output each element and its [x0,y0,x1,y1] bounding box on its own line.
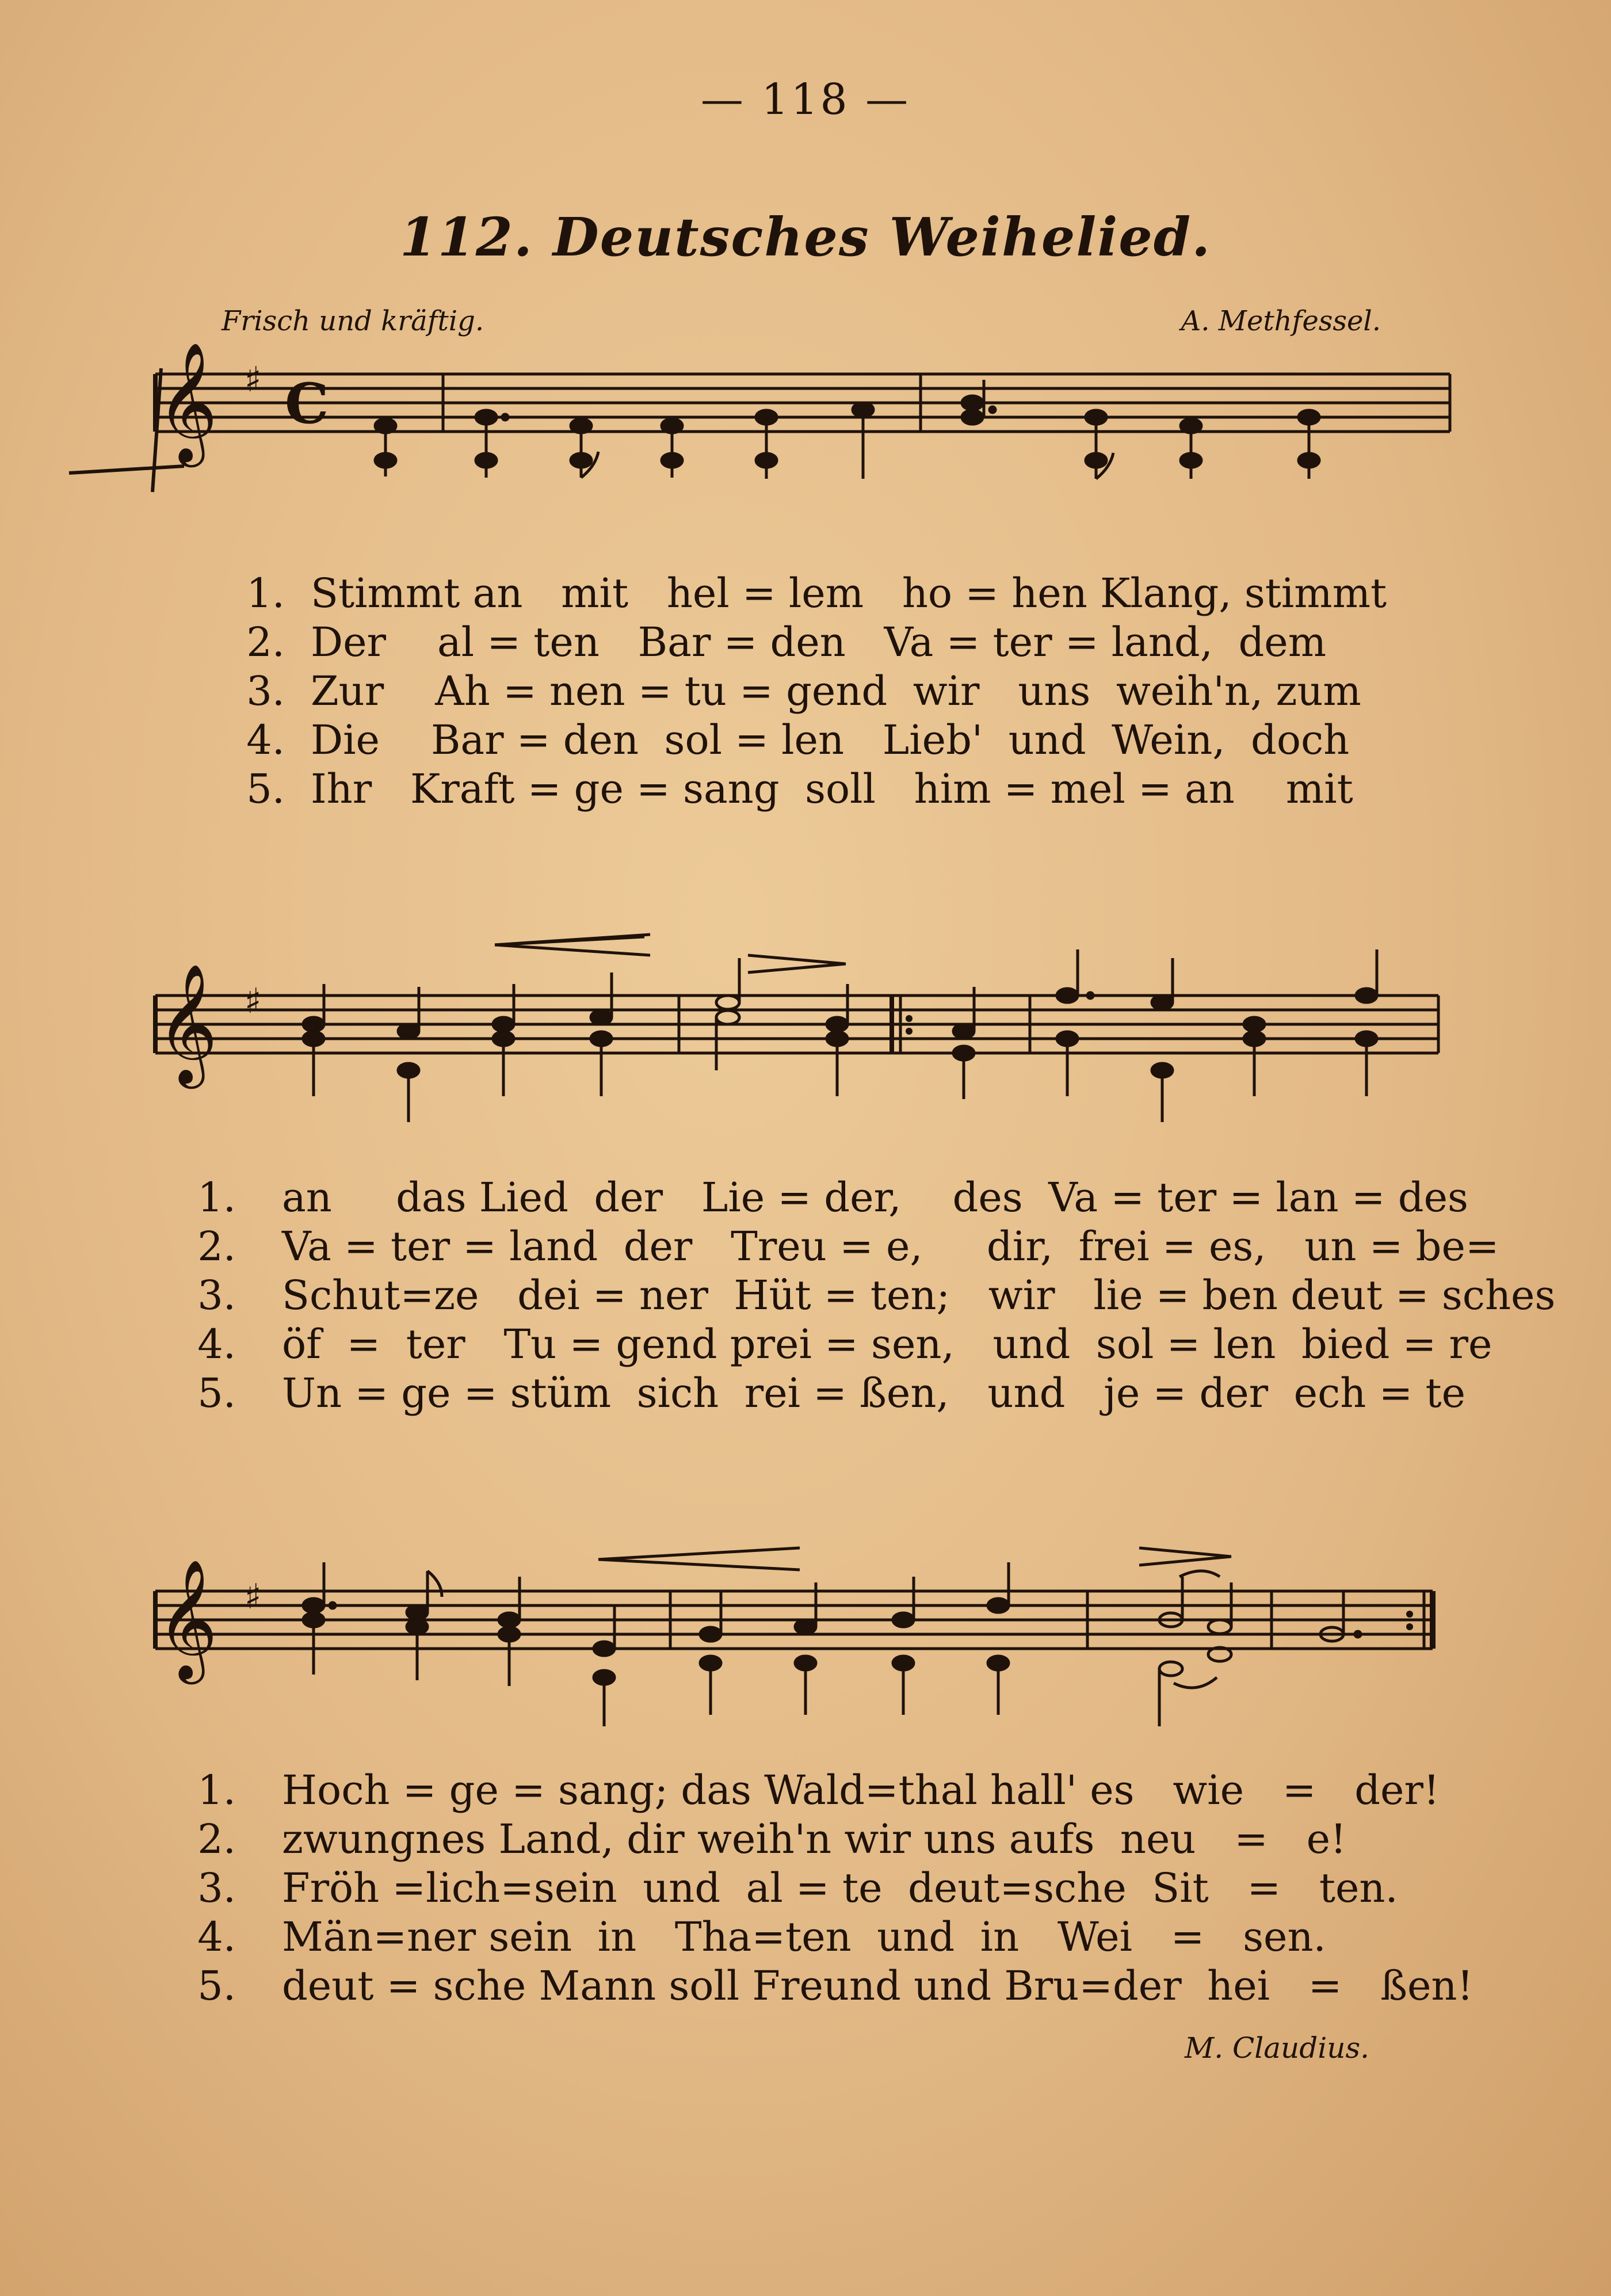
verse-text: Stimmt an mit hel = lem ho = hen Klang, stimmt [311,570,1387,617]
music-staff-1 [144,342,1467,552]
verse-text: Va = ter = land der Treu = e, dir, frei = es, un = be= [282,1223,1499,1270]
lyrics-system-1 [239,570,1418,823]
key-signature: ♯ [245,1577,262,1617]
verse-text: Un = ge = stüm sich rei = ßen, und je = der ech = te [282,1370,1466,1417]
verse-number: 3. [246,668,285,715]
music-staff-2 [144,932,1467,1139]
verse-text: zwungnes Land, dir weih'n wir uns aufs neu = e! [282,1816,1347,1863]
lyrics-system-3 [190,1767,1473,2020]
lyrics-system-2 [190,1174,1556,1427]
key-signature: ♯ [245,360,262,400]
tempo-marking: Frisch und kräftig. [222,305,484,337]
verse-text: Schut=ze dei = ner Hüt = ten; wir lie = ben deut = sches [282,1272,1556,1319]
verse-text: Die Bar = den sol = len Lieb' und Wein, doch [311,716,1350,764]
song-title: 112. Deutsches Weihelied. [399,206,1212,268]
lyricist-credit: M. Claudius. [1185,2031,1369,2065]
verse-number: 3. [197,1272,236,1319]
verse-number: 1. [197,1174,236,1221]
treble-clef: 𝄞 [156,963,218,1084]
verse-number: 4. [197,1913,236,1961]
verse-number: 2. [197,1223,236,1270]
key-signature: ♯ [245,981,262,1021]
music-staff-3 [144,1536,1467,1744]
page-number: — 118 — [700,75,911,124]
verse-text: deut = sche Mann soll Freund und Bru=der hei = ßen! [282,1962,1473,2009]
verse-text: Fröh =lich=sein und al = te deut=sche Sit = ten. [282,1864,1398,1912]
verse-number: 4. [246,716,285,764]
verse-number: 5. [246,765,285,813]
verse-number: 2. [246,619,285,666]
time-signature: C [285,371,329,436]
verse-text: Hoch = ge = sang; das Wald=thal hall' es wie = der! [282,1767,1440,1814]
composer-credit: A. Methfessel. [1181,305,1381,337]
verse-number: 1. [246,570,285,617]
verse-text: Zur Ah = nen = tu = gend wir uns weih'n, zum [311,668,1361,715]
verse-text: an das Lied der Lie = der, des Va = ter = lan = des [282,1174,1468,1221]
treble-clef: 𝄞 [156,1559,218,1679]
verse-number: 3. [197,1864,236,1912]
verse-text: Män=ner sein in Tha=ten und in Wei = sen. [282,1913,1326,1961]
verse-number: 1. [197,1767,236,1814]
verse-number: 5. [197,1962,236,2009]
verse-text: öf = ter Tu = gend prei = sen, und sol = len bied = re [282,1321,1492,1368]
verse-text: Der al = ten Bar = den Va = ter = land, dem [311,619,1327,666]
verse-number: 2. [197,1816,236,1863]
verse-text: Ihr Kraft = ge = sang soll him = mel = an mit [311,765,1353,813]
verse-number: 5. [197,1370,236,1417]
treble-clef: 𝄞 [156,342,218,462]
verse-number: 4. [197,1321,236,1368]
